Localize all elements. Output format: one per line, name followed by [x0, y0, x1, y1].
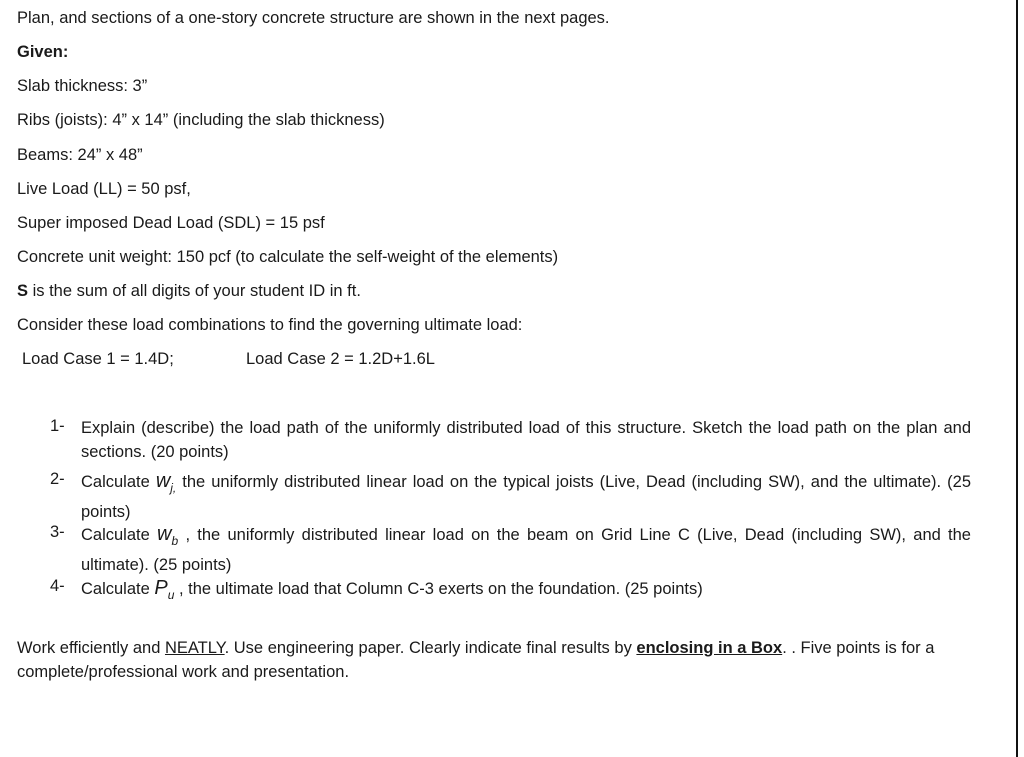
question-text: Calculate $w_b$ , the uniformly distributed linear load on the beam on Grid Line C (Live, Dead (including SW), and the ultimate). (25 points): [81, 523, 971, 574]
intro-text: Plan, and sections of a one-story concrete structure are shown in the next pages.: [17, 9, 610, 27]
given-ribs: Ribs (joists): 4” x 14” (including the slab thickness): [17, 111, 385, 129]
given-heading: Given:: [17, 43, 69, 61]
pu-variable: $P_u$: [154, 577, 175, 602]
question-text: Calculate $P_u$ , the ultimate load that Column C-3 exerts on the foundation. (25 points): [81, 577, 703, 602]
question-number: 4-: [50, 577, 65, 595]
enclosing-box-emphasis: enclosing in a Box: [636, 639, 783, 657]
given-beams: Beams: 24” x 48”: [17, 146, 143, 164]
s-definition: [17, 281, 361, 302]
s-symbol: S: [17, 282, 29, 300]
given-sdl: Super imposed Dead Load (SDL) = 15 psf: [17, 214, 325, 232]
right-border-line: [1016, 0, 1018, 757]
load-case-1: Load Case 1 = 1.4D;: [22, 350, 174, 368]
question-text: Calculate $w_{j,}$ the uniformly distributed linear load on the typical joists (Live, Dead (including SW), and the ultimate). (25 points): [81, 470, 971, 521]
closing-instructions: Work efficiently and NEATLY. Use engineering paper. Clearly indicate final results by enclosing in a Box. . Five points is for a complete/professional work and presentation.: [17, 639, 935, 681]
s-definition-text: is the sum of all digits of your student ID in ft.: [28, 282, 361, 300]
question-text: Explain (describe) the load path of the uniformly distributed load of this structure. Sketch the load path on the plan and sections. (20 points): [81, 419, 971, 461]
neatly-emphasis: NEATLY: [164, 639, 225, 657]
given-live-load: Live Load (LL) = 50 psf,: [17, 180, 191, 198]
load-case-2: Load Case 2 = 1.2D+1.6L: [246, 350, 435, 368]
given-slab-thickness: Slab thickness: 3”: [17, 77, 148, 95]
wj-variable: $w_{j,}$: [155, 470, 177, 495]
question-number: 2-: [50, 470, 65, 488]
wb-variable: $w_b$: [157, 523, 179, 548]
question-number: 3-: [50, 523, 65, 541]
question-number: 1-: [50, 417, 65, 435]
combos-intro: Consider these load combinations to find the governing ultimate load:: [17, 316, 523, 334]
given-concrete-weight: Concrete unit weight: 150 pcf (to calculate the self-weight of the elements): [17, 248, 559, 266]
